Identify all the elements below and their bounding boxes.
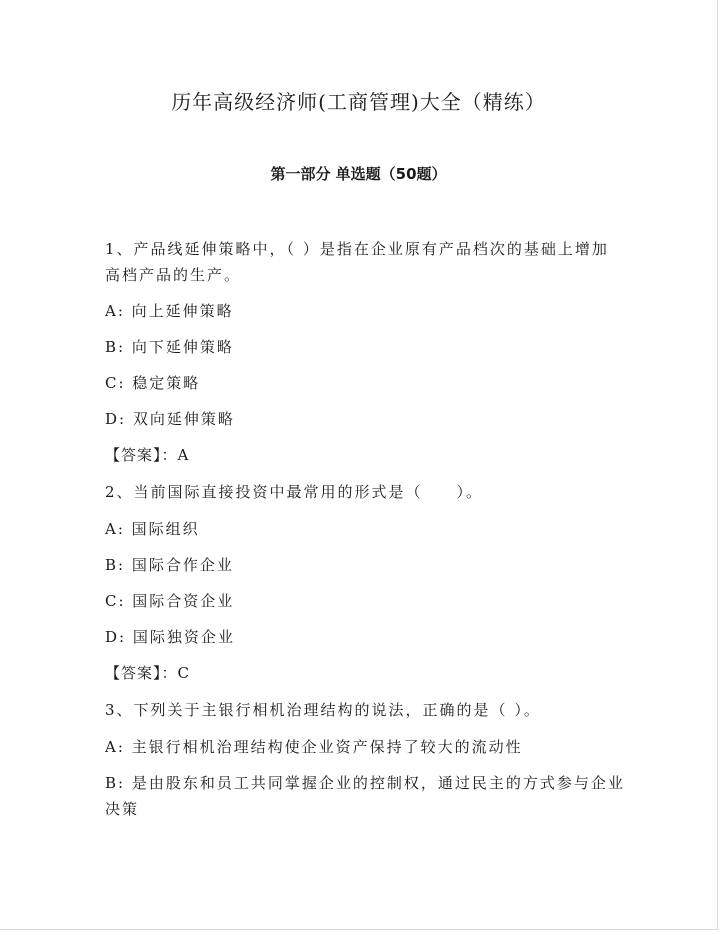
question-1-option-c: C: 稳定策略 (105, 374, 201, 392)
document-title: 历年高级经济师(工商管理)大全（精练） (171, 90, 546, 114)
question-1-answer: 【答案】：A (105, 446, 190, 464)
question-2-option-b: B: 国际合作企业 (105, 556, 234, 574)
section-title: 第一部分 单选题（50题） (270, 165, 447, 183)
question-2-stem: 2、当前国际直接投资中最常用的形式是（ ）。 (105, 483, 484, 501)
question-1-stem-cont: 高档产品的生产。 (105, 266, 242, 284)
question-1-stem: 1、产品线延伸策略中，（ ）是指在企业原有产品档次的基础上增加 (105, 240, 609, 258)
question-2-answer: 【答案】：C (105, 664, 190, 682)
question-3-stem: 3、下列关于主银行相机治理结构的说法，正确的是（ ）。 (105, 701, 541, 719)
question-1-option-b: B: 向下延伸策略 (105, 338, 234, 356)
question-3-option-a: A: 主银行相机治理结构使企业资产保持了较大的流动性 (105, 738, 523, 756)
question-2-option-c: C: 国际合资企业 (105, 592, 235, 610)
question-2-option-a: A: 国际组织 (105, 520, 200, 538)
question-3-option-b: B: 是由股东和员工共同掌握企业的控制权，通过民主的方式参与企业 (105, 774, 625, 792)
question-3-option-b-cont: 决策 (105, 800, 140, 818)
question-2-option-d: D: 国际独资企业 (105, 628, 235, 646)
question-1-option-a: A: 向上延伸策略 (105, 302, 234, 320)
question-1-option-d: D: 双向延伸策略 (105, 410, 235, 428)
